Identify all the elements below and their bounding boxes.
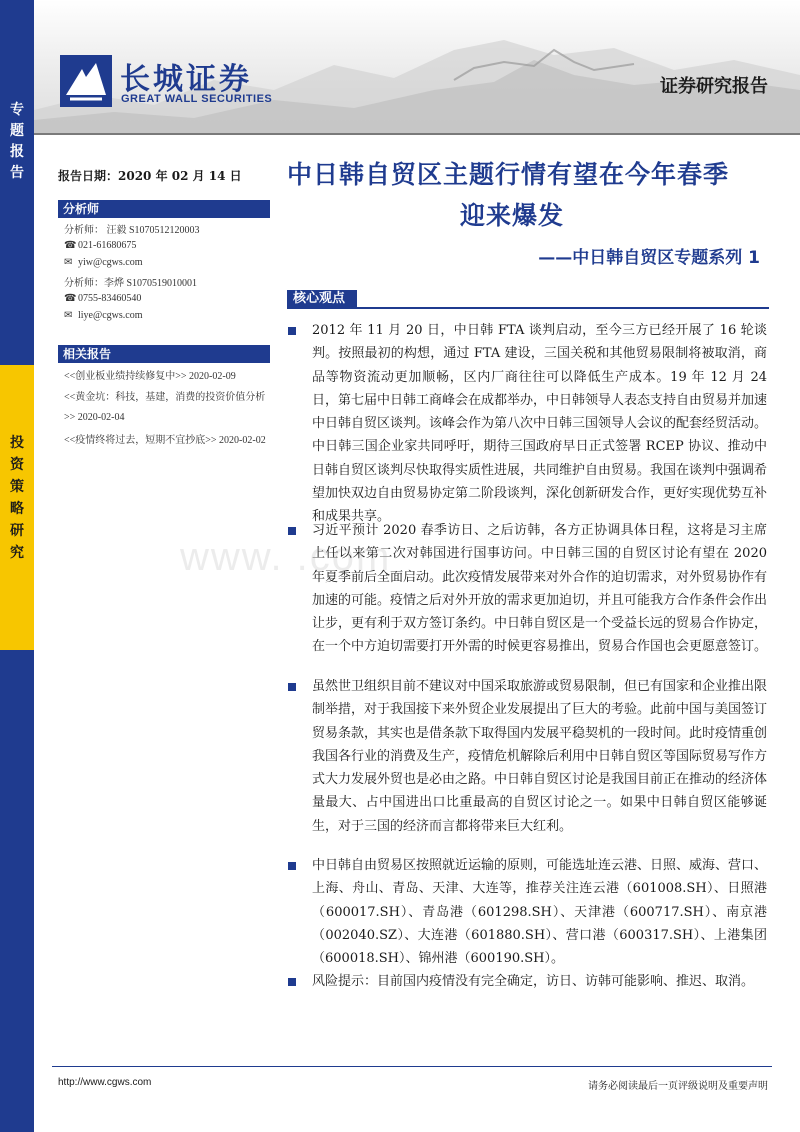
- watermark: www. .com: [180, 535, 392, 579]
- related-section-header: 相关报告: [58, 345, 270, 363]
- core-paragraph: 风险提示：目前国内疫情没有完全确定，访日、访韩可能影响、推迟、取消。: [312, 974, 755, 989]
- footer-divider: [52, 1066, 772, 1067]
- analyst-1-phone: ☎ 021-61680675: [64, 240, 137, 251]
- side-label-top: 专 题 报 告: [10, 102, 24, 181]
- analyst-1-info: 分析师： 汪毅 S1070512120003: [64, 225, 200, 236]
- footer-url-link[interactable]: http://www.cgws.com: [58, 1077, 152, 1088]
- phone-icon: ☎: [64, 293, 77, 304]
- core-viewpoints-line: [287, 307, 769, 309]
- analyst-section-line: [58, 216, 270, 218]
- logo-text-cn: 长城证券: [120, 62, 252, 97]
- core-paragraph: 习近平预计 2020 春季访日、之后访韩，各方正协调具体日程，这将是习主席上任以来第二次对韩国进行国事访问。中日韩三国的自贸区讨论有望在 2020 年夏季前后全面启动。此次疫情发展带来对外合作的迫切需求，对外贸易协作有加速的可能。疫情之后对外开放的需求更加迫切，并且可能我方合作条件会作出让步，更有利于双方签订条约。中日韩自贸区是一个受益长远的贸易合作协定，在一个中方迫切需要打开外需的时候更容易推出，贸易合作国也会更愿意签订。: [312, 523, 768, 655]
- core-paragraph: 中日韩自由贸易区按照就近运输的原则，可能选址连云港、日照、威海、营口、上海、舟山、青岛、天津、大连等，推荐关注连云港（601008.SH）、日照港（600017.SH）、青岛港（601298.SH）、天津港（600717.SH）、南京港（002040.SZ）、大连港（601880.SH）、营口港（600317.SH）、上港集团（600018.SH）、锦州港（600190.SH）。: [312, 858, 768, 967]
- report-type: 证券研究报告: [660, 76, 768, 97]
- mail-icon: ✉: [64, 257, 73, 268]
- related-report-2[interactable]: <<黄金坑：科技，基建，消费的投资价值分析>> 2020-02-04: [64, 392, 266, 423]
- footer-disclaimer: 请务必阅读最后一页评级说明及重要声明: [588, 1081, 768, 1092]
- report-subtitle: ——中日韩自贸区专题系列 1: [538, 248, 760, 268]
- mail-icon: ✉: [64, 310, 73, 321]
- side-label-middle: 投 资 策 略 研 究: [10, 435, 24, 561]
- analyst-2-phone: ☎ 0755-83460540: [64, 293, 142, 304]
- side-band-bottom: [0, 650, 34, 1132]
- bullet-square-icon: [288, 978, 296, 986]
- header-divider: [34, 133, 800, 135]
- analyst-2-info: 分析师：李烨 S1070519010001: [64, 278, 198, 289]
- report-date: 报告日期：2020 年 02 月 14 日: [58, 169, 242, 183]
- phone-icon: ☎: [64, 240, 77, 251]
- analyst-2-email[interactable]: ✉ liye@cgws.com: [64, 310, 143, 321]
- related-report-1[interactable]: <<创业板业绩持续修复中>> 2020-02-09: [64, 371, 236, 382]
- core-paragraph: 虽然世卫组织目前不建议对中国采取旅游或贸易限制，但已有国家和企业推出限制举措，对于我国接下来外贸企业发展提出了巨大的考验。此前中国与美国签订贸易条款，其实也是借条款下取得国内发展平稳契机的一段时间。此时疫情重创我国各行业的消费及生产，疫情危机解除后利用中日韩自贸区等国际贸易写作方式大力发展外贸也是必由之路。中日韩自贸区讨论是我国目前正在推动的经济体量最大、占中国进出口比重最高的自贸区讨论之一。如果中日韩自贸区能够诞生，对于三国的经济而言都将带来巨大红利。: [312, 679, 768, 834]
- analyst-1-email[interactable]: ✉ yiw@cgws.com: [64, 257, 143, 268]
- core-viewpoints-header: 核心观点: [287, 290, 357, 308]
- related-report-3[interactable]: <<疫情终将过去，短期不宜抄底>> 2020-02-02: [64, 435, 266, 446]
- analyst-section-header: 分析师: [58, 200, 270, 218]
- report-title-line2: 迎来爆发: [460, 201, 565, 230]
- logo-text-en: GREAT WALL SECURITIES: [121, 93, 273, 105]
- bullet-square-icon: [288, 683, 296, 691]
- report-title-line1: 中日韩自贸区主题行情有望在今年春季: [287, 160, 730, 189]
- bullet-square-icon: [288, 862, 296, 870]
- bullet-square-icon: [288, 327, 296, 335]
- bullet-square-icon: [288, 527, 296, 535]
- related-section-line: [58, 361, 270, 363]
- great-wall-logo-icon: [60, 55, 112, 107]
- core-paragraph: 2012 年 11 月 20 日，中日韩 FTA 谈判启动，至今三方已经开展了 16 轮谈判。按照最初的构想，通过 FTA 建设，三国关税和其他贸易限制将被取消，商品等物资流动更加顺畅，区内厂商往往可以降低生产成本。19 年 12 月 24 日，第七届中日韩工商峰会在成都举办，中日韩领导人表态支持自由贸易并加速中日韩自贸区谈判。该峰会作为第八次中日韩三国领导人会议的配套经贸活动。中日韩三国企业家共同呼吁，期待三国政府早日正式签署 RCEP 协议、推动中日韩自贸区谈判尽快取得实质性进展，共同维护自由贸易。我国在谈判中强调希望加快双边自由贸易协定第二阶段谈判，深化创新研发合作，更好实现优势互补和成果共享。: [312, 323, 768, 525]
